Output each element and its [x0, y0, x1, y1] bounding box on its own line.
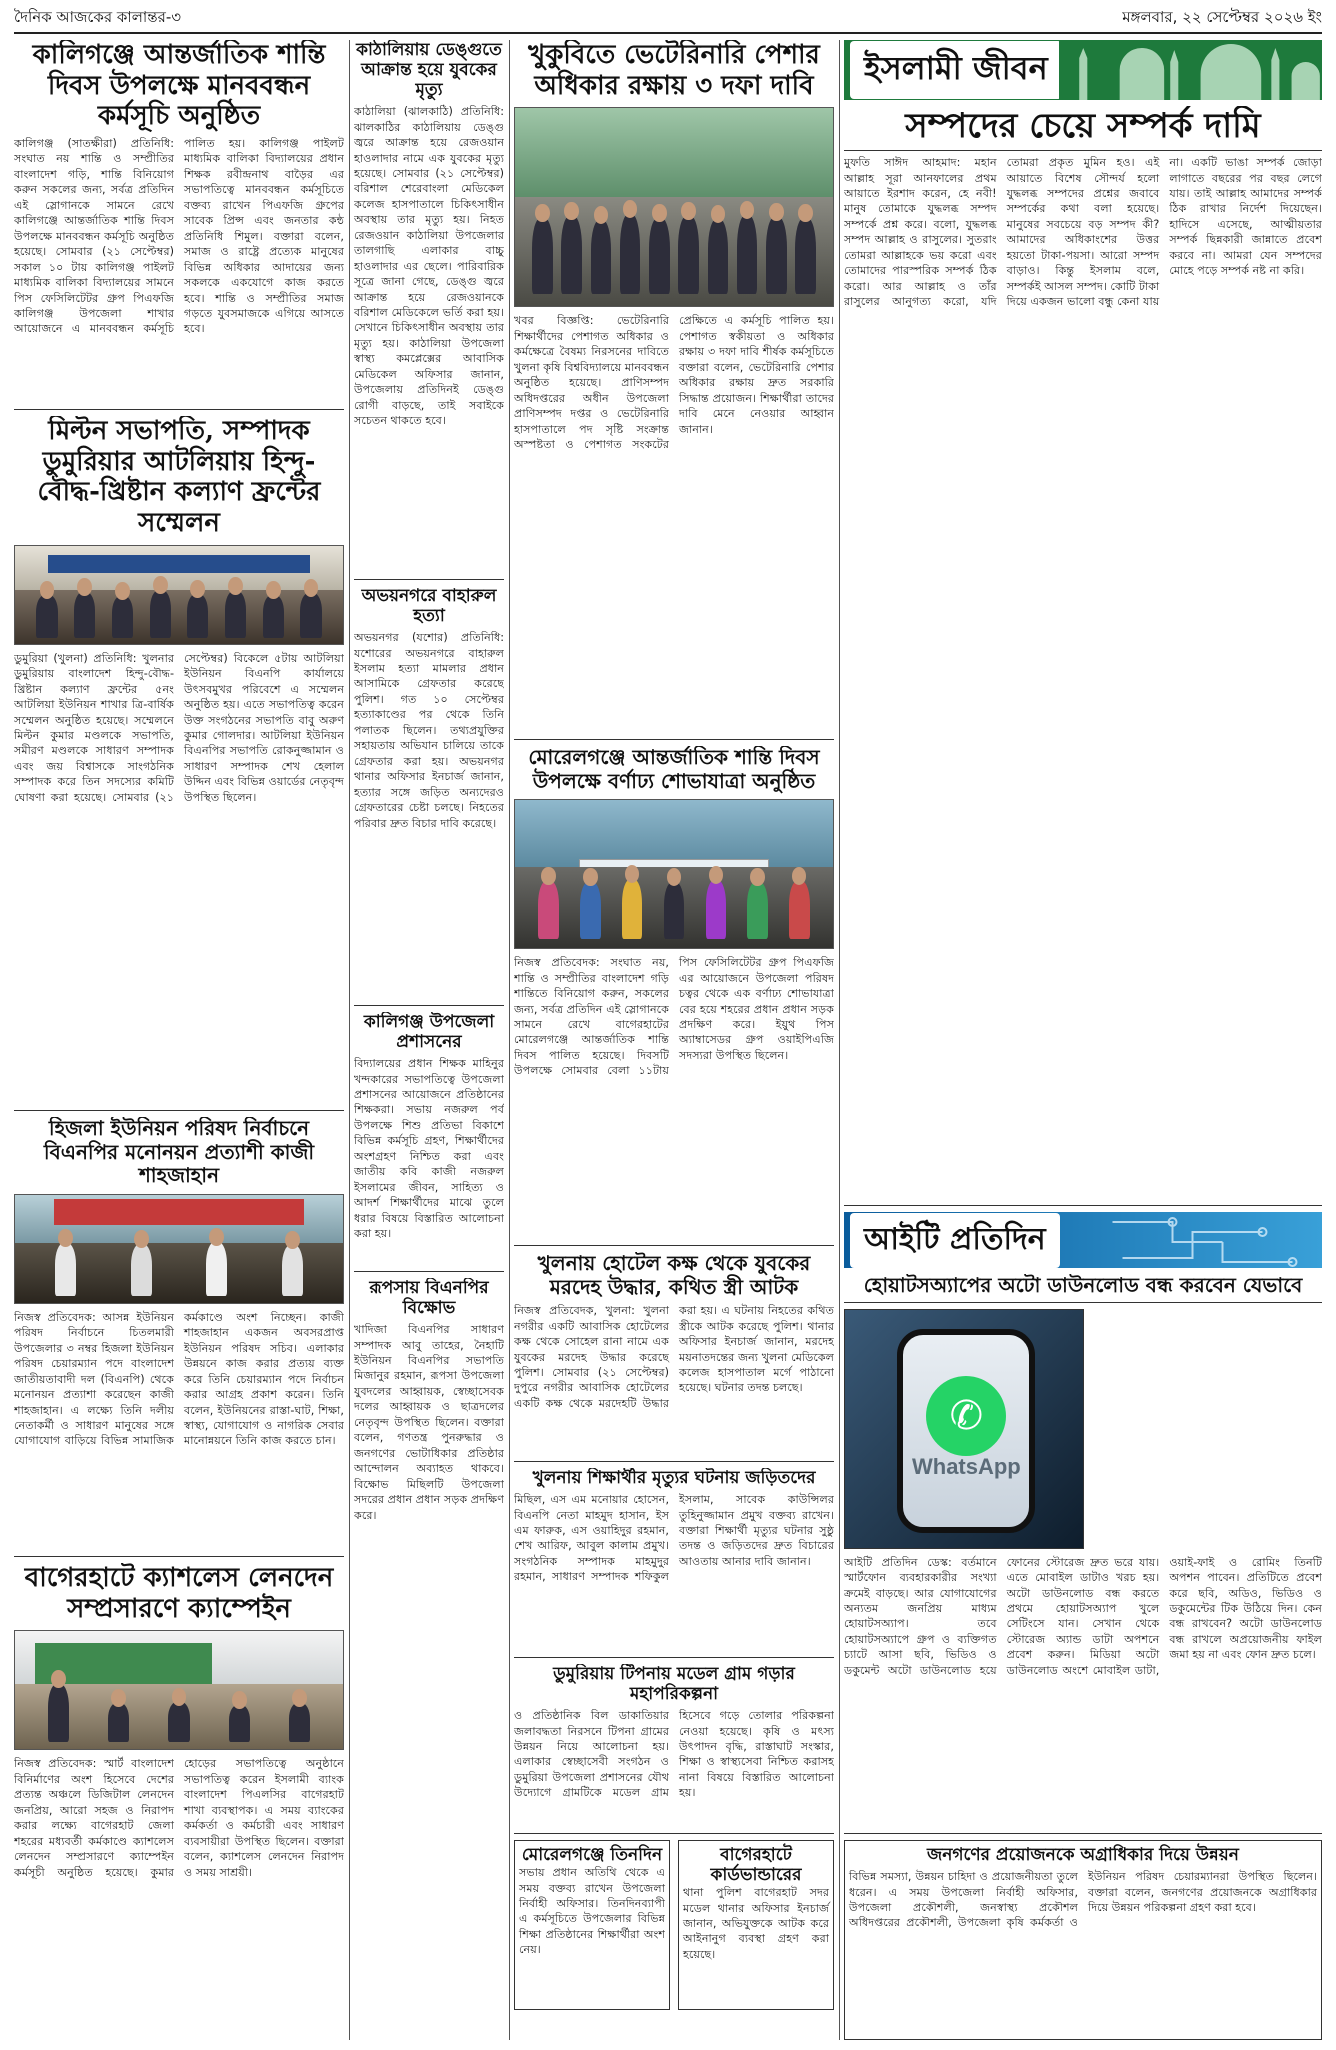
headline: জনগণের প্রয়োজনকে অগ্রাধিকার দিয়ে উন্নয়ন	[927, 1845, 1239, 1865]
headline: হিজলা ইউনিয়ন পরিষদ নির্বাচনে বিএনপির মনোনয়ন প্রত্যাশী কাজী শাহজাহান	[43, 1117, 315, 1188]
column-1	[14, 40, 344, 2040]
headline: খুকুবিতে ভেটেরিনারি পেশার অধিকার রক্ষায় ৩ দফা দাবি	[528, 40, 820, 101]
masthead-date: মঙ্গলবার, ২২ সেপ্টেম্বর ২০২৬ ইং	[1122, 7, 1322, 26]
masthead	[14, 4, 1322, 34]
column-4	[844, 40, 1322, 2040]
photo-campaign	[14, 1630, 344, 1750]
photo-whatsapp-phone	[844, 1309, 1084, 1549]
story-morelganj-rally	[514, 746, 834, 1246]
story-kaliganj-admin	[354, 1012, 504, 1272]
column-rule	[839, 40, 840, 2040]
headline: অভয়নগরে বাহারুল হত্যা	[361, 586, 497, 627]
headline: ডুমুরিয়ায় টিপনায় মডেল গ্রাম গড়ার মহাপরিকল্পনা	[553, 1664, 795, 1705]
story-khulna-student	[514, 1468, 834, 1658]
section-header-islamic-life	[844, 40, 1322, 100]
story-body: খবর বিজ্ঞপ্তি: ভেটেরিনারি শিক্ষার্থীদের পেশাগত অধিকার ও কর্মক্ষেত্রে বৈষম্য নিরসনের দাবিতে খুলনা কৃষি বিশ্ববিদ্যালয়ে মানববন্ধন অনুষ্ঠিত হয়েছে। প্রাণিসম্পদ অধিদপ্তরের অধীন উপজেলা প্রাণিসম্পদ দপ্তর ও ভেটেরিনারি হাসপাতালে পদ সৃষ্টি সংক্রান্ত অস্পষ্টতা ও পেশাগত সংকটের প্রেক্ষিতে এ কর্মসূচি পালিত হয়। পেশাগত স্বকীয়তা ও অধিকার রক্ষায় ৩ দফা দাবি শীর্ষক কর্মসূচিতে বক্তারা বলেন, ভেটেরিনারি পেশার অধিকার রক্ষায় দ্রুত সরকারি সিদ্ধান্ত প্রয়োজন। শিক্ষার্থীরা তাদের দাবি মেনে নেওয়ার আহ্বান জানান।	[514, 314, 834, 451]
story-body: ডুমুরিয়া (খুলনা) প্রতিনিধি: খুলনার ডুমুরিয়ায় বাংলাদেশ হিন্দু-বৌদ্ধ-খ্রিষ্টান কল্যাণ ফ্রন্টের ৫নং আটলিয়া ইউনিয়ন শাখার ত্রি-বার্ষিক সম্মেলন অনুষ্ঠিত হয়েছে। সম্মেলনে মিল্টন কুমার মণ্ডলকে সভাপতি, সমীরণ মণ্ডলকে সাধারণ সম্পাদক এবং জয় বিশ্বাসকে সাংগঠনিক সম্পাদক করে তিন সদস্যের কমিটি ঘোষণা করা হয়েছে। সোমবার (২১ সেপ্টেম্বর) বিকেলে ৫টায় আটলিয়া ইউনিয়ন বিএনপি কার্যালয়ে উৎসবমুখর পরিবেশে এ সম্মেলন অনুষ্ঠিত হয়। এতে সভাপতিত্ব করেন উক্ত সংগঠনের সভাপতি বাবু অরুণ কুমার গোলদার। আটলিয়া ইউনিয়ন বিএনপির সভাপতি রোকনুজ্জামান ও সাধারণ সম্পাদক শেখ হেলাল উদ্দিন এবং বিভিন্ন ওয়ার্ডের নেতৃবৃন্দ উপস্থিত ছিলেন।	[14, 651, 344, 804]
story-hijla-union	[14, 1117, 344, 1557]
story-body: থানা পুলিশ বাগেরহাট সদর মডেল থানার অফিসার ইনচার্জ জানান, অভিযুক্তকে আটক করে আইনানুগ ব্যবস্থা গ্রহণ করা হয়েছে।	[683, 1886, 829, 1961]
phone-illustration	[897, 1329, 1035, 1534]
story-body: কাঠালিয়া (ঝালকাঠি) প্রতিনিধি: ঝালকাঠির কাঠালিয়ায় ডেঙ্গু জ্বরে আক্রান্ত হয়ে রেজওয়ান হাওলাদার নামে এক যুবকের মৃত্যু হয়েছে। সোমবার (২১ সেপ্টেম্বর) বরিশাল শেরেবাংলা মেডিকেল কলেজ হাসপাতালে চিকিৎসাধীন অবস্থায় তার মৃত্যু হয়। নিহত রেজওয়ান কাঠালিয়া উপজেলার তালগাছি এলাকার বাচ্চু হাওলাদার এর ছেলে। পারিবারিক সূত্রে জানা গেছে, ডেঙ্গু জ্বরে আক্রান্ত হয়ে রেজওয়ানকে বরিশাল মেডিকেলে ভর্তি করা হয়। সেখানে চিকিৎসাধীন অবস্থায় তার মৃত্যু হয়। কাঠালিয়া উপজেলা স্বাস্থ্য কমপ্লেক্সের আবাসিক মেডিকেল অফিসার জানান, উপজেলায় প্রতিদিনই ডেঙ্গু রোগী বাড়ছে, তাই সবাইকে সচেতন থাকতে হবে।	[354, 105, 504, 428]
headline: কাঠালিয়ায় ডেঙ্গুতে আক্রান্ত হয়ে যুবকের মৃত্যু	[356, 40, 502, 101]
headline: মোরেলগঞ্জে আন্তর্জাতিক শান্তি দিবস উপলক্ষে বর্ণাঢ্য শোভাযাত্রা অনুষ্ঠিত	[528, 746, 820, 793]
headline: কালিগঞ্জে আন্তর্জাতিক শান্তি দিবস উপলক্ষে মানববন্ধন কর্মসূচি অনুষ্ঠিত	[32, 40, 326, 132]
circuit-icon	[1083, 1212, 1322, 1268]
story-body: মিছিল, এস এম মনোয়ার হোসেন, বিএনপি নেতা মাহমুদ হাসান, ইস এম ফারুক, এস ওয়াহিদুর রহমান, শেখ আরিফ, আবুল কালাম প্রমুখ। সংগঠনিক সম্পাদক মাহমুদুর রহমান, সাধারণ সম্পাদক শফিকুল ইসলাম, সাবেক কাউন্সিলর তুহিনুজ্জামান প্রমুখ বক্তব্য রাখেন। বক্তারা শিক্ষার্থী মৃত্যুর ঘটনার সুষ্ঠু তদন্ত ও জড়িতদের দ্রুত বিচারের আওতায় আনার দাবি জানান।	[514, 1493, 834, 1584]
story-body: আইটি প্রতিদিন ডেস্ক: বর্তমানে স্মার্টফোন ব্যবহারকারীর সংখ্যা ক্রমেই বাড়ছে। আর যোগাযোগের অন্যতম জনপ্রিয় মাধ্যম হোয়াটসঅ্যাপ। তবে হোয়াটসঅ্যাপে গ্রুপ ও ব্যক্তিগত চ্যাটে আসা ছবি, ভিডিও ও ডকুমেন্ট অটো ডাউনলোড হয়ে ফোনের স্টোরেজ দ্রুত ভরে যায়। এতে মোবাইল ডাটাও খরচ হয়। অটো ডাউনলোড বন্ধ করতে প্রথমে হোয়াটসঅ্যাপ খুলে সেটিংসে যান। সেখান থেকে স্টোরেজ অ্যান্ড ডাটা অপশনে প্রবেশ করুন। মিডিয়া অটো ডাউনলোড অংশে মোবাইল ডাটা, ওয়াই-ফাই ও রোমিং তিনটি অপশন পাবেন। প্রতিটিতে প্রবেশ করে ছবি, অডিও, ভিডিও ও ডকুমেন্টের টিক উঠিয়ে দিন। কেন বন্ধ রাখবেন? অটো ডাউনলোড বন্ধ রাখলে অপ্রয়োজনীয় ফাইল জমা হয় না এবং ফোন দ্রুত চলে।	[844, 1555, 1322, 1677]
headline: খুলনায় হোটেল কক্ষ থেকে যুবকের মরদেহ উদ্ধার, কথিত স্ত্রী আটক	[537, 1252, 811, 1299]
story-body: মুফতি সাঈদ আহমাদ: মহান আল্লাহ সূরা আনফালের প্রথম আয়াতে ইরশাদ করেন, হে নবী! মানুষ তোমাকে যুদ্ধলব্ধ সম্পদ সম্পর্কে প্রশ্ন করে। বলো, যুদ্ধলব্ধ সম্পদ আল্লাহ ও রাসুলের। সুতরাং তোমরা আল্লাহকে ভয় করো এবং তোমাদের পারস্পরিক সম্পর্ক ঠিক করো। আর আল্লাহ ও তাঁর রাসুলের আনুগত্য করো, যদি তোমরা প্রকৃত মুমিন হও। এই আয়াতে বিশেষ সৌন্দর্য হলো যুদ্ধলব্ধ সম্পদের প্রশ্নের জবাবে সম্পর্কের কথা বলা হয়েছে। মানুষের সবচেয়ে বড় সম্পদ কী? আমাদের অধিকাংশের উত্তর হয়তো টাকা-পয়সা। আরো সম্পদ বাড়াও। কিন্তু ইসলাম বলে, সম্পর্কই আসল সম্পদ। কোটি টাকা দিয়ে একজন ভালো বন্ধু কেনা যায় না। একটি ভাঙা সম্পর্ক জোড়া লাগাতে বছরের পর বছর লেগে যায়। তাই আল্লাহ আমাদের সম্পর্ক ঠিক রাখার নির্দেশ দিয়েছেন। হাদিসে এসেছে, আত্মীয়তার সম্পর্ক ছিন্নকারী জান্নাতে প্রবেশ করবে না। আমরা যেন সম্পদের মোহে পড়ে সম্পর্ক নষ্ট না করি।	[844, 156, 1322, 309]
story-body: নিজস্ব প্রতিবেদক: আসন্ন ইউনিয়ন পরিষদ নির্বাচনে চিতলমারী উপজেলার ৩ নম্বর হিজলা ইউনিয়ন পরিষদ চেয়ারম্যান পদে বাংলাদেশ জাতীয়তাবাদী দল (বিএনপি) থেকে মনোনয়ন প্রত্যাশা করেছেন কাজী শাহজাহান। এ লক্ষ্যে তিনি দলীয় নেতাকর্মী ও সাধারণ মানুষের সঙ্গে যোগাযোগ বাড়িয়ে বিভিন্ন সামাজিক কর্মকাণ্ডে অংশ নিচ্ছেন। কাজী শাহজাহান একজন অবসরপ্রাপ্ত ইউনিয়ন পরিষদ সচিব। এলাকার উন্নয়নে কাজ করার প্রত্যয় ব্যক্ত করে তিনি চেয়ারম্যান পদে নির্বাচন করার আগ্রহ প্রকাশ করেন। তিনি বলেন, ইউনিয়নের রাস্তা-ঘাট, শিক্ষা, স্বাস্থ্য, যোগাযোগ ও নাগরিক সেবার মানোন্নয়নে তিনি কাজ করতে চান।	[14, 1310, 344, 1448]
story-tipna-model	[514, 1664, 834, 1834]
story-body: নিজস্ব প্রতিবেদক: স্মার্ট বাংলাদেশ বিনির্মাণের অংশ হিসেবে দেশের প্রত্যন্ত অঞ্চলে ডিজিটাল লেনদেন জনপ্রিয়, আরো সহজ ও নিরাপদ করার লক্ষ্যে বাগেরহাট জেলা শহরের মধ্যবর্তী কর্মকাণ্ডে ক্যাশলেস লেনদেন সম্প্রসারণে ক্যাম্পেইন কর্মসূচী অনুষ্ঠিত হয়েছে। কুমার হোড়ের সভাপতিত্বে অনুষ্ঠানে সভাপতিত্ব করেন ইসলামী ব্যাংক বাংলাদেশ পিএলসির বাগেরহাট শাখা ব্যবস্থাপক। এ সময় ব্যাংকের কর্মকর্তা ও কর্মচারী এবং সাধারণ ব্যবসায়ীরা উপস্থিত ছিলেন। বক্তারা বলেন, ক্যাশলেস লেনদেন নিরাপদ ও সময় সাশ্রয়ী।	[14, 1757, 344, 1879]
story-rupsha-bnp	[354, 1278, 504, 2038]
story-body: নিজস্ব প্রতিবেদক, খুলনা: খুলনা নগরীর একটি আবাসিক হোটেলের কক্ষ থেকে সোহেল রানা নামে এক যুবকের মরদেহ উদ্ধার করেছে পুলিশ। সোমবার (২১ সেপ্টেম্বর) দুপুরে নগরীর আবাসিক হোটেলের একটি কক্ষ থেকে মরদেহটি উদ্ধার করা হয়। এ ঘটনায় নিহতের কথিত স্ত্রীকে আটক করেছে পুলিশ। থানার অফিসার ইনচার্জ জানান, মরদেহ ময়নাতদন্তের জন্য খুলনা মেডিকেল কলেজ হাসপাতাল মর্গে পাঠানো হয়েছে। ঘটনার তদন্ত চলছে।	[514, 1304, 834, 1410]
whatsapp-icon: ✆	[926, 1376, 1006, 1456]
story-bagerhat-card	[678, 1840, 834, 2010]
story-whatsapp-autodownload	[844, 1274, 1322, 1834]
column-3	[514, 40, 834, 2040]
headline: রূপসায় বিএনপির বিক্ষোভ	[369, 1278, 489, 1319]
column-rule	[509, 40, 510, 2040]
photo-candidate	[14, 1194, 344, 1304]
story-abhaynagar-murder	[354, 586, 504, 1006]
section-title: ইসলামী জীবন	[850, 41, 1062, 99]
headline: মিল্টন সভাপতি, সম্পাদক ডুমুরিয়ার আটলিয়ায় হিন্দু-বৌদ্ধ-খ্রিষ্টান কল্যাণ ফ্রন্টের সম্মেলন	[37, 416, 321, 539]
story-kaliganj-peace	[14, 40, 344, 410]
photo-rally	[514, 799, 834, 949]
headline: বাগেরহাটে কার্ডভান্ডারের	[710, 1845, 802, 1886]
headline: খুলনায় শিক্ষার্থীর মৃত্যুর ঘটনায় জড়িতদের	[532, 1468, 816, 1488]
story-body: অভয়নগর (যশোর) প্রতিনিধি: যশোরের অভয়নগরে বাহারুল ইসলাম হত্যা মামলার প্রধান আসামিকে গ্রেফতার করেছে পুলিশ। গত ১০ সেপ্টেম্বর হত্যাকাণ্ডের পর থেকে তিনি পলাতক ছিলেন। তথ্যপ্রযুক্তির সহায়তায় অভিযান চালিয়ে তাকে গ্রেফতার করা হয়। অভয়নগর থানার অফিসার ইনচার্জ জানান, হত্যার সঙ্গে জড়িত অন্যদেরও গ্রেফতারের চেষ্টা চলছে। নিহতের পরিবার দ্রুত বিচার দাবি করেছে।	[354, 631, 504, 830]
headline: সম্পদের চেয়ে সম্পর্ক দামি	[844, 106, 1322, 151]
story-body: নিজস্ব প্রতিবেদক: সংঘাত নয়, শান্তি ও সম্প্রীতির বাংলাদেশ গড়ি শান্তিতে বিনিয়োগ করুন, সকলের জন্য, সর্বত্র প্রতিদিন এই স্লোগানকে সামনে রেখে বাগেরহাটের মোরেলগঞ্জে আন্তর্জাতিক শান্তি দিবস পালিত হয়েছে। দিবসটি উপলক্ষে সোমবার বেলা ১১টায় পিস ফেসিলিটেটর গ্রুপ পিএফজি এর আয়োজনে উপজেলা পরিষদ চত্বর থেকে এক বর্ণাঢ্য শোভাযাত্রা বের হয়ে শহরের প্রধান প্রধান সড়ক প্রদক্ষিণ করে। ইয়ুথ পিস অ্যাম্বাসেডর গ্রুপ ওয়াইপিএজি সদস্যরা উপস্থিত ছিলেন।	[514, 956, 834, 1078]
story-body: ও প্রতিষ্ঠানিক বিল ডাকাতিয়ার জলাবদ্ধতা নিরসনে টিপনা গ্রামের উন্নয়ন নিয়ে আলোচনা হয়। এলাকার স্বেচ্ছাসেবী সংগঠন ও ডুমুরিয়া উপজেলা প্রশাসনের যৌথ উদ্যোগে গ্রামটিকে মডেল গ্রাম হিসেবে গড়ে তোলার পরিকল্পনা নেওয়া হয়েছে। কৃষি ও মৎস্য উৎপাদন বৃদ্ধি, রাস্তাঘাট সংস্কার, শিক্ষা ও স্বাস্থ্যসেবা নিশ্চিত করাসহ নানা বিষয়ে বিস্তারিত আলোচনা হয়।	[514, 1709, 834, 1800]
headline: হোয়াটসঅ্যাপের অটো ডাউনলোড বন্ধ করবেন যেভাবে	[844, 1274, 1322, 1303]
story-body-part	[1092, 1309, 1322, 1549]
mosque-skyline-icon	[1059, 40, 1322, 100]
story-bagerhat-cashless	[14, 1563, 344, 2033]
story-body: সভায় প্রধান অতিথি থেকে এ সময় বক্তব্য রাখেন উপজেলা নির্বাহী অফিসার। তিনদিনব্যাপী এ কর্মসূচিতে উপজেলার বিভিন্ন শিক্ষা প্রতিষ্ঠানের শিক্ষার্থীরা অংশ নেয়।	[519, 1866, 665, 1957]
story-body: বিদ্যালয়ের প্রধান শিক্ষক মাহিনুর খন্দকারের সভাপতিত্বে উপজেলা প্রশাসনের আয়োজনে প্রতিষ্ঠানের শিক্ষকরা। সভায় নজরুল পর্ব উপলক্ষে শিশু প্রতিভা বিকাশে বিভিন্ন কর্মসূচি গ্রহণ, শিক্ষার্থীদের অংশগ্রহণ নিশ্চিত করা এবং জাতীয় কবি কাজী নজরুল ইসলামের জীবন, সাহিত্য ও আদর্শ শিক্ষার্থীদের মাঝে তুলে ধরার বিষয়ে বিস্তারিত আলোচনা করা হয়।	[354, 1057, 504, 1241]
story-body: খাদিজা বিএনপির সাধারণ সম্পাদক আবু তাহের, নৈহাটি ইউনিয়ন বিএনপির সভাপতি মিজানুর রহমান, রূপসা উপজেলা যুবদলের আহ্বায়ক, স্বেচ্ছাসেবক দলের আহ্বায়ক ও ছাত্রদলের নেতৃবৃন্দ উপস্থিত ছিলেন। বক্তারা বলেন, গণতন্ত্র পুনরুদ্ধার ও জনগণের ভোটাধিকার প্রতিষ্ঠার আন্দোলন অব্যাহত থাকবে। বিক্ষোভ মিছিলটি উপজেলা সদরের প্রধান প্রধান সড়ক প্রদক্ষিণ করে।	[354, 1323, 504, 1522]
story-kathalia-dengue	[354, 40, 504, 580]
column-rule	[349, 40, 350, 2040]
story-body: কালিগঞ্জ (সাতক্ষীরা) প্রতিনিধি: সংঘাত নয় শান্তি ও সম্প্রীতির বাংলাদেশ গড়ি, শান্তি বিনিয়োগ করুন সকলের জন্য, সর্বত্র প্রতিদিন এই স্লোগানকে সামনে রেখে কালিগঞ্জে আন্তর্জাতিক শান্তি দিবস উপলক্ষে মানববন্ধন কর্মসূচি অনুষ্ঠিত হয়েছে। সোমবার (২১ সেপ্টেম্বর) সকাল ১০ টায় কালিগঞ্জ পাইলট মাধ্যমিক বালিকা বিদ্যালয়ের সামনে পিস ফেসিলিটেটর গ্রুপ পিএফজি কালিগঞ্জ উপজেলা শাখার আয়োজনে এ মানববন্ধন কর্মসূচি পালিত হয়। কালিগঞ্জ পাইলট মাধ্যমিক বালিকা বিদ্যালয়ের প্রধান শিক্ষক রবীন্দ্রনাথ বাড়ৈর এর সভাপতিত্বে মানববন্ধন কর্মসূচিতে বক্তব্য রাখেন পিএফজি গ্রুপের সাবেক প্রিন্স এবং জনতার কন্ঠ প্রতিনিধি শিমুল। বক্তারা বলেন, সমাজ ও রাষ্ট্রে প্রত্যেক মানুষের বিভিন্ন অধিকার আদায়ের জন্য সকলকে একযোগে কাজ করতে হবে। শান্তি ও সম্প্রীতির সমাজ গড়তে যুবসমাজকে এগিয়ে আসতে হবে।	[14, 137, 344, 336]
headline: মোরেলগঞ্জে তিনদিন	[521, 1845, 663, 1865]
whatsapp-label: WhatsApp	[911, 1454, 1021, 1480]
photo-conference	[14, 545, 344, 645]
story-wealth-relationship	[844, 106, 1322, 1206]
section-header-it	[844, 1212, 1322, 1268]
column-2	[354, 40, 504, 2040]
story-body: বিভিন্ন সমস্যা, উন্নয়ন চাহিদা ও প্রয়োজনীয়তা তুলে ধরেন। এ সময় উপজেলা নির্বাহী অফিসার, উপজেলা প্রকৌশলী, জনস্বাস্থ্য প্রকৌশল অধিদপ্তরের প্রকৌশলী, উপজেলা কৃষি কর্মকর্তা ও ইউনিয়ন পরিষদ চেয়ারম্যানরা উপস্থিত ছিলেন। বক্তারা বলেন, জনগণের প্রয়োজনকে অগ্রাধিকার দিয়ে উন্নয়ন পরিকল্পনা গ্রহণ করা হবে।	[849, 1870, 1317, 1930]
story-khulna-hotel	[514, 1252, 834, 1462]
section-title: আইটি প্রতিদিন	[850, 1213, 1060, 1268]
story-khukubi-vet	[514, 40, 834, 740]
headline: বাগেরহাটে ক্যাশলেস লেনদেন সম্প্রসারণে ক্যাম্পেইন	[24, 1563, 334, 1624]
story-development	[844, 1840, 1322, 2040]
story-morelganj-three-days	[514, 1840, 670, 2010]
story-dumuria-front	[14, 416, 344, 1111]
headline: কালিগঞ্জ উপজেলা প্রশাসনের	[363, 1012, 495, 1053]
masthead-left: দৈনিক আজকের কালান্তর-৩	[14, 7, 182, 26]
photo-vet-students	[514, 107, 834, 307]
